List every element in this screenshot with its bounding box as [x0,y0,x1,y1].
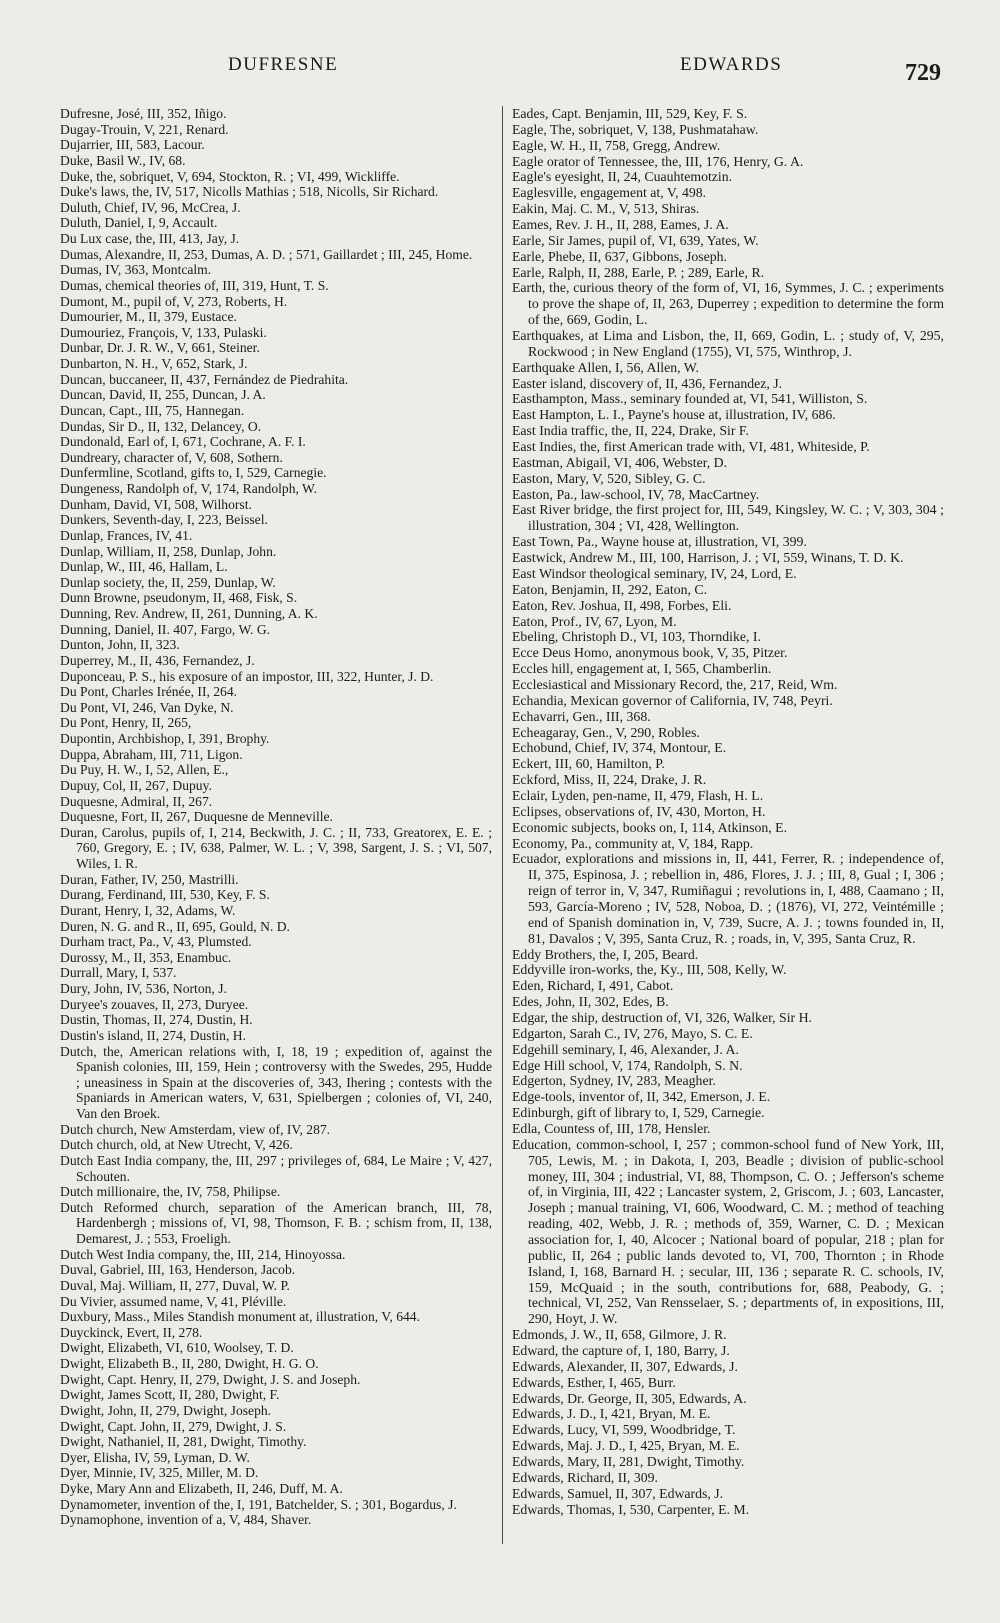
index-entry: East Hampton, L. I., Payne's house at, illustration, IV, 686. [512,407,836,423]
index-entry: Duxbury, Mass., Miles Standish monument at, illustration, V, 644. [60,1309,420,1325]
index-entry: Earth, the, curious theory of the form of, VI, 16, Symmes, J. C. ; experiments to prove the shape of, II, 263, Duperrey ; expedition to determine the form of the, 669, Godin, L. [512,280,944,328]
index-entry: Eckert, III, 60, Hamilton, P. [512,756,665,772]
right-index-column [512,106,944,1517]
index-entry: Duke, the, sobriquet, V, 694, Stockton, R. ; VI, 499, Wickliffe. [60,168,400,184]
index-entry: Economy, Pa., community at, V, 184, Rapp. [512,835,754,851]
index-entry: Eaton, Prof., IV, 67, Lyon, M. [512,613,677,629]
index-entry: Dwight, Elizabeth B., II, 280, Dwight, H. G. O. [60,1356,319,1371]
index-entry: Duval, Maj. William, II, 277, Duval, W. P. [60,1277,290,1293]
index-entry: Dujarrier, III, 583, Lacour. [60,137,205,153]
index-entry: Echobund, Chief, IV, 374, Montour, E. [512,740,727,756]
index-entry: Eaton, Rev. Joshua, II, 498, Forbes, Eli. [512,597,732,613]
index-entry: Economic subjects, books on, I, 114, Atkinson, E. [512,819,788,835]
index-entry: Dynamophone, invention of a, V, 484, Shaver. [60,1512,312,1528]
index-entry: Eagle orator of Tennessee, the, III, 176, Henry, G. A. [512,153,804,169]
index-entry: Duquesne, Fort, II, 267, Duquesne de Menneville. [60,809,333,825]
index-entry: Dutch, the, American relations with, I, 18, 19 ; expedition of, against the Spanish colonies, III, 159, Hein ; controversy with the Swedes, 295, Hudde ; uneasiness in Spain at the discoveries of, 343, Ihering ; contests with the Spaniards in American waters, V, 631, Spielbergen ; colonies of, VI, 240, Van den Broek. [60,1043,492,1121]
left-index-column [60,106,492,1528]
index-entry: Dunlap, W., III, 46, Hallam, L. [60,559,228,575]
index-entry: Edward, the capture of, I, 180, Barry, J. [512,1343,730,1359]
index-entry: Duval, Gabriel, III, 163, Henderson, Jacob. [60,1262,296,1278]
index-entry: Du Pont, Charles Irénée, II, 264. [60,684,238,700]
index-entry: Earthquakes, at Lima and Lisbon, the, II, 669, Godin, L. ; study of, V, 295, Rockwood ; in New England (1755), VI, 575, Winthrop, J. [512,328,944,359]
index-entry: Dundas, Sir D., II, 132, Delancey, O. [60,418,262,434]
index-entry: Dunbarton, N. H., V, 652, Stark, J. [60,356,248,371]
index-entry: Dutch church, old, at New Utrecht, V, 426. [60,1137,293,1153]
index-entry: Edge Hill school, V, 174, Randolph, S. N. [512,1057,743,1073]
index-entry: Dutch West India company, the, III, 214, Hinoyossa. [60,1246,346,1262]
index-entry: Edwards, Samuel, II, 307, Edwards, J. [512,1485,724,1501]
index-entry: Duran, Father, IV, 250, Mastrilli. [60,871,239,887]
index-entry: Edwards, Mary, II, 281, Dwight, Timothy. [512,1454,745,1470]
index-entry: Eclipses, observations of, IV, 430, Morton, H. [512,803,766,819]
index-entry: Ebeling, Christoph D., VI, 103, Thorndike, I. [512,629,761,645]
index-entry: Duncan, David, II, 255, Duncan, J. A. [60,387,266,403]
index-entry: Easter island, discovery of, II, 436, Fernandez, J. [512,375,783,391]
index-entry: Durossy, M., II, 353, Enambuc. [60,949,232,965]
index-entry: Dwight, Elizabeth, VI, 610, Woolsey, T. D. [60,1340,294,1356]
index-entry: Dunbar, Dr. J. R. W., V, 661, Steiner. [60,340,260,356]
index-entry: Dyke, Mary Ann and Elizabeth, II, 246, Duff, M. A. [60,1481,343,1496]
index-entry: Eckford, Miss, II, 224, Drake, J. R. [512,772,707,788]
running-head-right: EDWARDS [680,54,783,75]
index-entry: Earle, Sir James, pupil of, VI, 639, Yates, W. [512,232,759,248]
index-entry: Dumont, M., pupil of, V, 273, Roberts, H. [60,293,288,309]
index-entry: Edgehill seminary, I, 46, Alexander, J. A. [512,1041,739,1057]
index-entry: Dumas, IV, 363, Montcalm. [60,262,212,278]
index-entry: Ecclesiastical and Missionary Record, the, 217, Reid, Wm. [512,676,838,692]
index-entry: Du Vivier, assumed name, V, 41, Pléville. [60,1293,287,1309]
index-entry: Earle, Phebe, II, 637, Gibbons, Joseph. [512,248,727,264]
index-entry: Edgar, the ship, destruction of, VI, 326, Walker, Sir H. [512,1009,812,1025]
index-entry: Edwards, Maj. J. D., I, 425, Bryan, M. E. [512,1438,740,1454]
index-entry: Duncan, buccaneer, II, 437, Fernández de Piedrahita. [60,371,349,387]
index-entry: Dunlap, Frances, IV, 41. [60,527,193,543]
index-entry: Edgarton, Sarah C., IV, 276, Mayo, S. C. E. [512,1025,753,1041]
index-entry: Dunkers, Seventh-day, I, 223, Beissel. [60,512,268,528]
index-entry: Duluth, Chief, IV, 96, McCrea, J. [60,199,241,215]
index-entry: Edwards, Esther, I, 465, Burr. [512,1374,676,1390]
index-entry: Dwight, James Scott, II, 280, Dwight, F. [60,1387,280,1403]
index-entry: Du Pont, VI, 246, Van Dyke, N. [60,699,234,715]
index-entry: Du Pont, Henry, II, 265, [60,715,192,731]
index-entry: Eaton, Benjamin, II, 292, Eaton, C. [512,581,708,597]
index-entry: Duponceau, P. S., his exposure of an impostor, III, 322, Hunter, J. D. [60,668,434,684]
index-entry: Dupuy, Col, II, 267, Dupuy. [60,777,212,793]
index-entry: Eastwick, Andrew M., III, 100, Harrison, J. ; VI, 559, Winans, T. D. K. [512,550,904,566]
index-entry: Echandia, Mexican governor of California, IV, 748, Peyri. [512,692,833,708]
index-entry: Dunton, John, II, 323. [60,637,180,653]
index-entry: Dungeness, Randolph of, V, 174, Randolph, W. [60,481,318,496]
index-entry: Dwight, John, II, 279, Dwight, Joseph. [60,1402,272,1418]
index-entry: Earle, Ralph, II, 288, Earle, P. ; 289, Earle, R. [512,264,765,280]
index-entry: Du Puy, H. W., I, 52, Allen, E., [60,762,229,778]
index-entry: East India traffic, the, II, 224, Drake, Sir F. [512,423,749,439]
index-entry: Duren, N. G. and R., II, 695, Gould, N. D. [60,918,290,934]
index-entry: Eakin, Maj. C. M., V, 513, Shiras. [512,201,700,217]
index-entry: Dugay-Trouin, V, 221, Renard. [60,121,229,137]
index-entry: Duyckinck, Evert, II, 278. [60,1324,203,1340]
index-entry: Eagle's eyesight, II, 24, Cuauhtemotzin. [512,169,733,185]
index-entry: Edwards, Alexander, II, 307, Edwards, J. [512,1358,738,1374]
index-entry: Dwight, Capt. Henry, II, 279, Dwight, J. S. and Joseph. [60,1371,361,1387]
index-entry: Dunlap, William, II, 258, Dunlap, John. [60,543,277,559]
index-entry: Easton, Mary, V, 520, Sibley, G. C. [512,470,706,486]
index-entry: Eagle, The, sobriquet, V, 138, Pushmatahaw. [512,121,759,137]
index-entry: Dumas, chemical theories of, III, 319, Hunt, T. S. [60,277,329,293]
index-entry: Dutch East India company, the, III, 297 ; privileges of, 684, Le Maire ; V, 427, Schouten. [60,1152,492,1184]
index-entry: Edwards, Lucy, VI, 599, Woodbridge, T. [512,1422,736,1438]
page-number: 729 [905,60,941,86]
index-entry: Dupontin, Archbishop, I, 391, Brophy. [60,731,270,746]
index-entry: Dunning, Rev. Andrew, II, 261, Dunning, A. K. [60,606,318,621]
index-entry: Dustin, Thomas, II, 274, Dustin, H. [60,1012,253,1028]
index-entry: Echeagaray, Gen., V, 290, Robles. [512,724,700,740]
index-entry: Duquesne, Admiral, II, 267. [60,793,213,809]
index-entry: Durant, Henry, I, 32, Adams, W. [60,902,236,918]
index-entry: Durang, Ferdinand, III, 530, Key, F. S. [60,887,270,903]
index-entry: Dyer, Minnie, IV, 325, Miller, M. D. [60,1465,259,1481]
index-entry: Dumas, Alexandre, II, 253, Dumas, A. D. ; 571, Gaillardet ; III, 245, Home. [60,246,473,262]
index-entry: Eddy Brothers, the, I, 205, Beard. [512,946,699,962]
index-entry: Duperrey, M., II, 436, Fernandez, J. [60,652,255,668]
index-entry: Dury, John, IV, 536, Norton, J. [60,981,227,996]
index-entry: Edes, John, II, 302, Edes, B. [512,994,669,1010]
index-entry: Edge-tools, inventor of, II, 342, Emerson, J. E. [512,1089,771,1105]
index-entry: Dynamometer, invention of the, I, 191, Batchelder, S. ; 301, Bogardus, J. [60,1496,457,1512]
index-entry: Edinburgh, gift of library to, I, 529, Carnegie. [512,1105,765,1121]
index-entry: Eddyville iron-works, the, Ky., III, 508, Kelly, W. [512,962,787,978]
index-entry: Ecuador, explorations and missions in, II, 441, Ferrer, R. ; independence of, II, 375, Espinosa, J. ; rebellion in, 486, Flores, J. J. ; III, 8, Gual ; I, 306 ; reign of terror in, V, 347, Rumiñagui ; revolutions in, I, 488, Caamano ; II, 593, García-Moreno ; IV, 528, Noboa, D. ; (1876), VI, 272, Veintémille ; end of Spanish domination in, V, 739, Sucre, A. J. ; towns founded in, II, 81, Davalos ; V, 395, Santa Cruz, R. ; roads, in, V, 395, Santa Cruz, R. [512,851,944,946]
index-entry: Earthquake Allen, I, 56, Allen, W. [512,359,699,375]
index-entry: Dufresne, José, III, 352, Iñigo. [60,106,227,121]
index-entry: Edwards, J. D., I, 421, Bryan, M. E. [512,1406,711,1422]
index-entry: Dutch Reformed church, separation of the American branch, III, 78, Hardenbergh ; missions of, VI, 98, Thomson, F. B. ; schism from, II, 138, Demarest, J. ; 553, Froeligh. [60,1199,492,1246]
index-entry: Duncan, Capt., III, 75, Hannegan. [60,402,245,418]
index-entry: Dunning, Daniel, II. 407, Fargo, W. G. [60,621,271,637]
index-entry: Eades, Capt. Benjamin, III, 529, Key, F. S. [512,106,748,121]
index-entry: Duran, Carolus, pupils of, I, 214, Beckwith, J. C. ; II, 733, Greatorex, E. E. ; 760, Gregory, E. ; IV, 638, Palmer, W. L. ; V, 398, Sargent, J. S. ; VI, 507, Wiles, I. R. [60,824,492,871]
index-entry: Edmonds, J. W., II, 658, Gilmore, J. R. [512,1327,727,1343]
index-entry: Edgerton, Sydney, IV, 283, Meagher. [512,1073,716,1089]
index-entry: East River bridge, the first project for, III, 549, Kingsley, W. C. ; V, 303, 304 ; illustration, 304 ; VI, 428, Wellington. [512,502,944,534]
index-entry: Ecce Deus Homo, anonymous book, V, 35, Pitzer. [512,645,788,661]
index-entry: Eccles hill, engagement at, I, 565, Chamberlin. [512,661,772,677]
index-entry: Dwight, Capt. John, II, 279, Dwight, J. S. [60,1418,287,1434]
index-entry: Dustin's island, II, 274, Dustin, H. [60,1027,246,1043]
index-entry: Duppa, Abraham, III, 711, Ligon. [60,746,243,762]
index-entry: Dunlap society, the, II, 259, Dunlap, W. [60,574,276,590]
index-entry: Edwards, Richard, II, 309. [512,1469,658,1485]
column-divider [502,106,503,1544]
index-entry: East Town, Pa., Wayne house at, illustration, VI, 399. [512,534,807,550]
index-entry: Eames, Rev. J. H., II, 288, Eames, J. A. [512,217,729,233]
index-entry: Dutch millionaire, the, IV, 758, Philipse. [60,1184,281,1200]
index-entry: Dumouriez, François, V, 133, Pulaski. [60,324,267,340]
index-entry: Dyer, Elisha, IV, 59, Lyman, D. W. [60,1449,250,1465]
index-entry: Edwards, Dr. George, II, 305, Edwards, A. [512,1390,747,1406]
index-entry: Eaglesville, engagement at, V, 498. [512,185,707,201]
index-entry: Echavarri, Gen., III, 368. [512,708,651,724]
running-head-left: DUFRESNE [228,54,339,75]
index-entry: Edwards, Thomas, I, 530, Carpenter, E. M. [512,1501,750,1517]
index-entry: Duryee's zouaves, II, 273, Duryee. [60,996,249,1012]
index-entry: East Indies, the, first American trade with, VI, 481, Whiteside, P. [512,439,870,455]
index-entry: Dunn Browne, pseudonym, II, 468, Fisk, S. [60,590,298,606]
index-entry: Dundreary, character of, V, 608, Sothern. [60,449,283,465]
index-entry: Easton, Pa., law-school, IV, 78, MacCartney. [512,486,760,502]
index-entry: Durrall, Mary, I, 537. [60,965,177,981]
index-entry: Edla, Countess of, III, 178, Hensler. [512,1121,711,1136]
index-entry: Dumourier, M., II, 379, Eustace. [60,309,237,325]
index-entry: Eagle, W. H., II, 758, Gregg, Andrew. [512,137,721,153]
index-entry: Dundonald, Earl of, I, 671, Cochrane, A. F. I. [60,434,306,450]
index-entry: Duluth, Daniel, I, 9, Accault. [60,215,218,231]
index-entry: Education, common-school, I, 257 ; common-school fund of New York, III, 705, Lewis, M. ; in Dakota, I, 203, Beadle ; division of public-school money, III, 304 ; industrial, VI, 88, Thompson, C. O. ; Jefferson's scheme of, in Virginia, III, 422 ; Lancaster system, 2, Griscom, J. ; 603, Lancaster, Joseph ; manual training, VI, 606, Woodward, C. M. ; method of teaching reading, 402, Webb, J. R. ; methods of, 359, Warner, C. D. ; Mexican association for, I, 40, Alcocer ; National board of popular, 218 ; plan for public, II, 264 ; public lands devoted to, VI, 700, Thornton ; in Rhode Island, I, 168, Barnard H. ; secular, III, 136 ; separate R. C. schools, IV, 159, McQuaid ; in the south, contributions for, 688, Peabody, G. ; technical, VI, 252, Van Rensselaer, S. ; departments of, in expositions, III, 290, Hoyt, J. W. [512,1136,944,1327]
index-entry: Du Lux case, the, III, 413, Jay, J. [60,231,240,246]
index-entry: Eastman, Abigail, VI, 406, Webster, D. [512,454,728,470]
index-entry: Easthampton, Mass., seminary founded at, VI, 541, Williston, S. [512,391,868,407]
index-entry: Durham tract, Pa., V, 43, Plumsted. [60,934,252,950]
index-entry: East Windsor theological seminary, IV, 24, Lord, E. [512,565,797,581]
index-entry: Dutch church, New Amsterdam, view of, IV, 287. [60,1121,331,1137]
index-entry: Eclair, Lyden, pen-name, II, 479, Flash, H. L. [512,787,764,803]
index-entry: Eden, Richard, I, 491, Cabot. [512,978,674,994]
index-entry: Duke's laws, the, IV, 517, Nicolls Mathias ; 518, Nicolls, Sir Richard. [60,184,439,200]
index-entry: Dwight, Nathaniel, II, 281, Dwight, Timothy. [60,1434,307,1450]
index-entry: Dunfermline, Scotland, gifts to, I, 529, Carnegie. [60,465,327,481]
index-entry: Dunham, David, VI, 508, Wilhorst. [60,496,252,512]
index-entry: Duke, Basil W., IV, 68. [60,152,186,168]
